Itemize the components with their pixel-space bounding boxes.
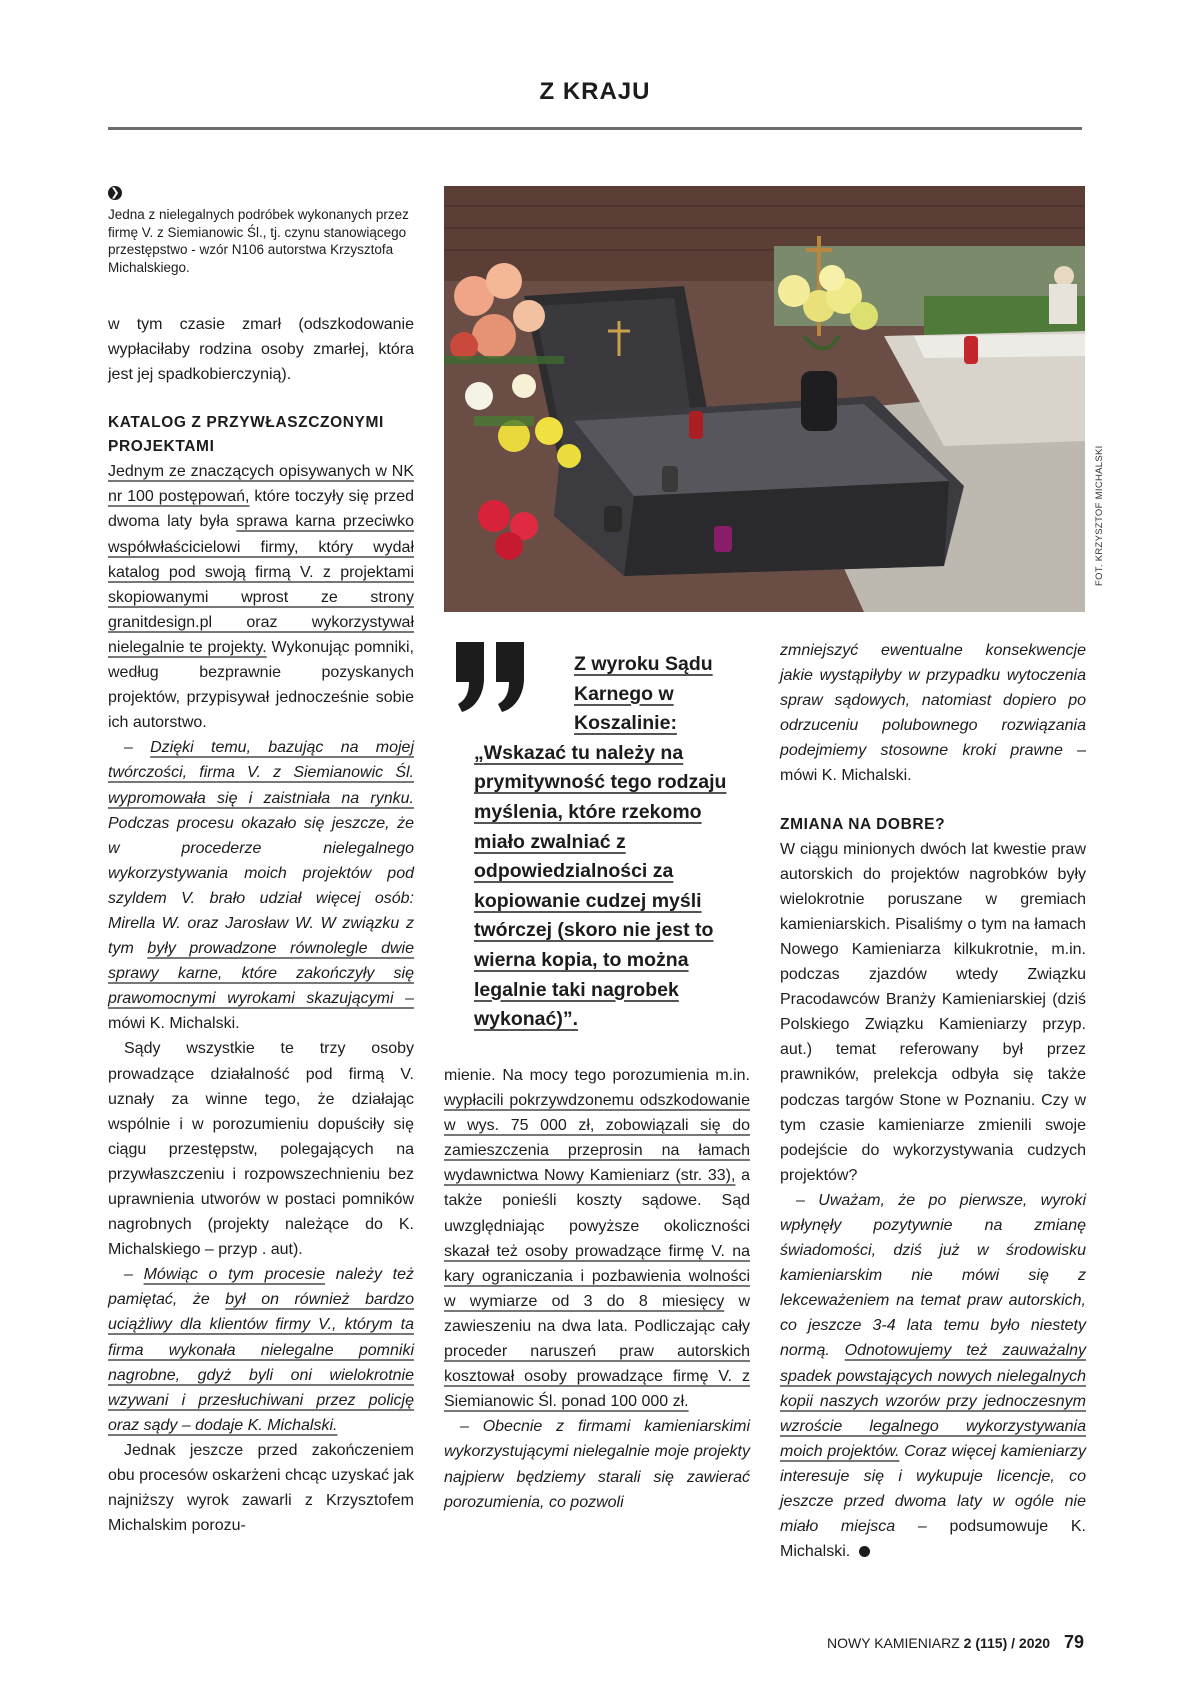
photo-credit: FOT. KRZYSZTOF MICHALSKI	[1094, 445, 1105, 586]
paragraph-quote: – Mówiąc o tym procesie należy też pamiętać, że był on również bardzo uciążliwy dla klientów firmy V., którym ta firma wykonała nielegalne pomniki nagrobne, gdyż byli oni wielokrotnie wzywani i przesłuchiwani przez policję oraz sądy – dodaje K. Michalski.	[108, 1266, 415, 1434]
article-column-3	[780, 638, 1086, 1564]
end-of-article-dot-icon	[859, 1546, 870, 1557]
pull-quote	[474, 650, 750, 1035]
photo-caption: Jedna z nielegalnych podróbek wykonanych przez firmę V. z Siemianowic Śl., tj. czynu stanowiącego przestępstwo - wzór N106 autorstwa Krzysztofa Michalskiego.	[108, 207, 409, 275]
pull-quote-text: „Wskazać tu należy na prymitywność tego rodzaju myślenia, które rzekomo miało zwalniać z odpowiedzialności za kopiowanie cudzej myśli twórczej (skoro nie jest to wierna kopia, to można legalnie taki nagrobek wykonać)”.	[474, 741, 727, 1031]
section-heading: ZMIANA NA DOBRE?	[780, 815, 946, 833]
paragraph-quote: zmniejszyć ewentualne konsekwencje jakie wystąpiłyby w przypadku wytoczenia spraw sądowych, natomiast dopiero po odrzuceniu polubownego rozwiązania podejmiemy stosowne kroki prawne – mówi K. Michalski.	[780, 642, 1087, 785]
paragraph: w tym czasie zmarł (odszkodowanie wypłaciłaby rodzina osoby zmarłej, która jest jej spadkobierczynią).	[108, 316, 414, 384]
header-rule	[108, 127, 1082, 130]
paragraph: Jednak jeszcze przed zakończeniem obu procesów oskarżeni chcąc uzyskać jak najniższy wyrok zawarli z Krzysztofem Michalskim porozu-	[108, 1441, 414, 1535]
paragraph-quote: – Dzięki temu, bazując na mojej twórczości, firma V. z Siemianowic Śl. wypromowała się i zaistniała na rynku. Podczas procesu okazało się jeszcze, że w procederze nielegalnego wykorzystywania moich projektów pod szyldem V. brało udział więcej osób: Mirella W. oraz Jarosław W. W związku z tym były prowadzone równolegle dwie sprawy karne, które zakończyły się prawomocnymi wyrokami skazującymi – mówi K. Michalski.	[108, 739, 415, 1033]
article-column-2	[444, 1063, 750, 1515]
cemetery-photo	[444, 186, 1085, 612]
paragraph: Sądy wszystkie te trzy osoby prowadzące działalność pod firmą V. uznały za winne tego, że działając wspólnie i w porozumieniu dopuściły się ciągu przestępstw, polegających na przywłaszczeniu i rozpowszechnieniu bez uprawnienia utworów w postaci pomników nagrobnych (projekty należące do K. Michalskiego – przyp . aut).	[108, 1040, 414, 1259]
pull-quote-source: Z wyroku Sądu Karnego w Koszalinie:	[574, 653, 713, 735]
magazine-name: NOWY KAMIENIARZ	[827, 1635, 960, 1651]
section-heading: KATALOG Z PRZYWŁASZCZONYMI PROJEKTAMI	[108, 414, 384, 456]
page-number: 79	[1063, 1632, 1084, 1652]
issue-number: 2 (115) / 2020	[963, 1635, 1051, 1651]
paragraph: W ciągu minionych dwóch lat kwestie praw autorskich do projektów nagrobków były wielokrotnie poruszane w gremiach kamieniarskich. Pisaliśmy o tym na łamach Nowego Kamieniarza kilkukrotnie, m.in. podczas zjazdów wtedy Związku Pracodawców Branży Kamieniarskiej (dziś Polskiego Związku Kamieniarzy przyp. aut.) temat referowany był przez prawników, prelekcja odbyła się także podczas targów Stone w Poznaniu. Czy w tym czasie kamieniarze zmienili swoje podejście do wykorzystywania cudzych projektów?	[780, 840, 1086, 1184]
page-footer	[790, 1632, 1084, 1653]
paragraph: Jednym ze znaczących opisywanych w NK nr 100 postępowań, które toczyły się przed dwoma laty była sprawa karna przeciwko współwłaścicielowi firmy, który wydał katalog pod swoją firmą V. z projektami skopiowanymi wprost ze strony granitdesign.pl oraz wykorzystywał nielegalnie te projekty. Wykonując pomniki, według bezprawnie pozyskanych projektów, przypisywał jednocześnie sobie ich autorstwo.	[108, 463, 415, 732]
section-title: Z KRAJU	[539, 78, 651, 105]
paragraph-quote: – Uważam, że po pierwsze, wyroki wpłynęły pozytywnie na zmianę świadomości, dziś już w środowisku kamieniarskim nie mówi się z lekceważeniem na temat praw autorskich, co jeszcze 3-4 lata temu było niestety normą. Odnotowujemy też zauważalny spadek powstających nowych nielegalnych kopii naszych wzorów przy jednoczesnym wzroście legalnego wykorzystywania moich projektów. Coraz więcej kamieniarzy interesuje się i wykupuje licencje, co jeszcze przed dwoma laty w ogóle nie miało miejsca – podsumowuje K. Michalski.	[780, 1191, 1086, 1561]
article-column-1	[108, 312, 414, 1538]
paragraph-quote: – Obecnie z firmami kamieniarskimi wykorzystującymi nielegalnie moje projekty najpierw będziemy starali się zawierać porozumienia, co pozwoli	[444, 1418, 750, 1511]
paragraph: mienie. Na mocy tego porozumienia m.in. wypłacili pokrzywdzonemu odszkodowanie w wys. 75 000 zł, zobowiązali się do zamieszczenia przeprosin na łamach wydawnictwa Nowy Kamieniarz (str. 33), a także ponieśli koszty sądowe. Sąd uwzględniając powyższe okoliczności skazał też osoby prowadzące firmę V. na kary ograniczania i pozbawienia wolności w wymiarze od 3 do 8 miesięcy w zawieszeniu na dwa lata. Podliczając cały proceder naruszeń praw autorskich kosztował osoby prowadzące firmę V. z Siemianowic Śl. ponad 100 000 zł.	[444, 1067, 751, 1411]
arrow-right-circle-icon: ❯	[108, 186, 122, 200]
